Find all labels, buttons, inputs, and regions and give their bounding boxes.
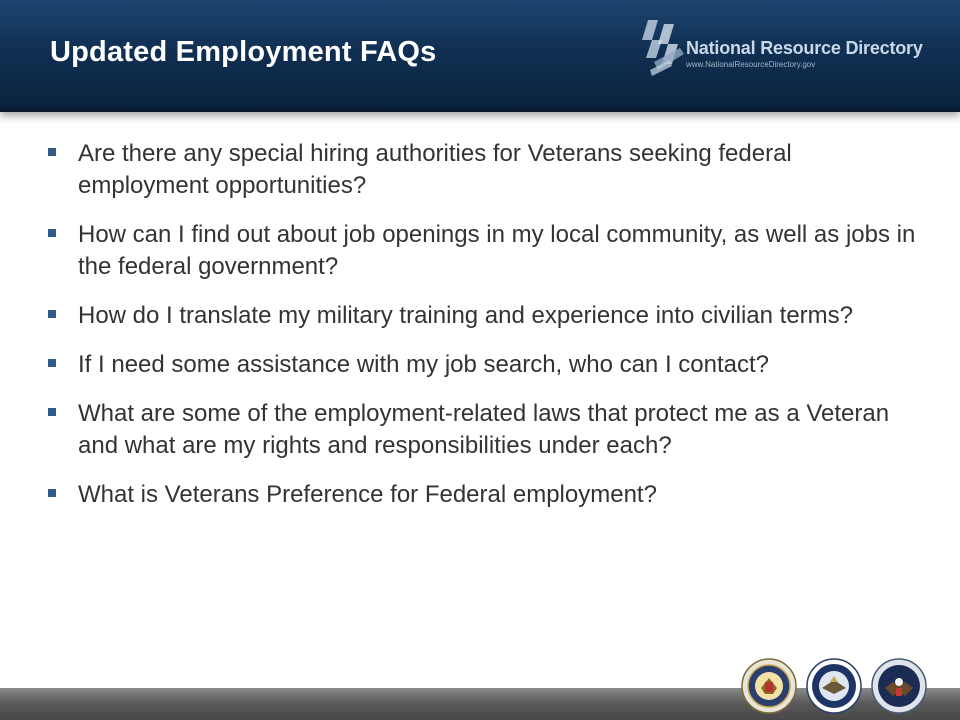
logo-url: www.NationalResourceDirectory.gov bbox=[686, 60, 816, 69]
header-banner bbox=[0, 0, 960, 112]
faq-item bbox=[48, 300, 918, 332]
faq-text: Are there any special hiring authorities for Veterans seeking federal employment opportunities? bbox=[78, 140, 792, 199]
faq-item bbox=[48, 479, 918, 511]
bullet-icon bbox=[48, 310, 56, 318]
faq-text: What is Veterans Preference for Federal employment? bbox=[78, 481, 657, 508]
faq-item bbox=[48, 219, 918, 283]
bullet-icon bbox=[48, 229, 56, 237]
faq-text: How do I translate my military training and experience into civilian terms? bbox=[78, 302, 853, 329]
bullet-icon bbox=[48, 408, 56, 416]
bullet-icon bbox=[48, 148, 56, 156]
faq-text: If I need some assistance with my job search, who can I contact? bbox=[78, 351, 770, 378]
page-title: Updated Employment FAQs bbox=[50, 36, 437, 68]
logo-name: National Resource Directory bbox=[686, 38, 923, 58]
department-of-labor-seal-icon bbox=[741, 658, 797, 714]
bullet-icon bbox=[48, 489, 56, 497]
faq-text: What are some of the employment-related laws that protect me as a Veteran and what are my rights and responsibilities under each? bbox=[78, 400, 890, 459]
faq-item bbox=[48, 138, 918, 202]
nrd-logo-icon bbox=[640, 18, 688, 80]
department-of-defense-seal-icon bbox=[806, 658, 862, 714]
faq-list bbox=[48, 138, 918, 528]
department-of-veterans-affairs-seal-icon bbox=[871, 658, 927, 714]
faq-item bbox=[48, 398, 918, 462]
faq-item bbox=[48, 349, 918, 381]
nrd-logo bbox=[640, 18, 940, 80]
bullet-icon bbox=[48, 359, 56, 367]
faq-text: How can I find out about job openings in my local community, as well as jobs in the federal government? bbox=[78, 221, 916, 280]
